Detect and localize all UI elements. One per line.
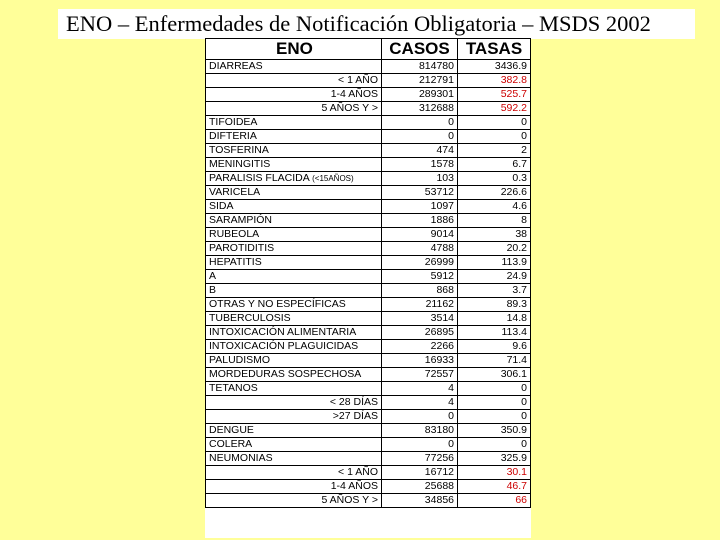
disease-name-cell xyxy=(206,130,382,144)
casos-cell: 16712 xyxy=(382,466,458,480)
disease-name: 1-4 AÑOS xyxy=(330,480,378,492)
tasas-cell: 89.3 xyxy=(458,298,531,312)
disease-name-cell xyxy=(206,158,382,172)
table-row xyxy=(206,438,531,452)
disease-name-cell xyxy=(206,284,382,298)
disease-name: DENGUE xyxy=(209,424,254,436)
disease-name: PAROTIDITIS xyxy=(209,242,275,254)
disease-name: < 1 AÑO xyxy=(338,74,378,86)
tasas-cell: 350.9 xyxy=(458,424,531,438)
header-tasas: TASAS xyxy=(458,39,531,60)
table-row xyxy=(206,102,531,116)
casos-cell: 212791 xyxy=(382,74,458,88)
casos-cell: 83180 xyxy=(382,424,458,438)
disease-name-cell xyxy=(206,270,382,284)
table-row xyxy=(206,480,531,494)
table-body xyxy=(206,60,531,508)
tasas-cell: 0 xyxy=(458,116,531,130)
disease-name-cell xyxy=(206,214,382,228)
table-row xyxy=(206,228,531,242)
disease-name: 5 AÑOS Y > xyxy=(321,102,378,114)
disease-name: B xyxy=(209,284,217,296)
casos-cell: 21162 xyxy=(382,298,458,312)
table-row xyxy=(206,172,531,186)
disease-name: TUBERCULOSIS xyxy=(209,312,291,324)
disease-name-cell xyxy=(206,326,382,340)
disease-name: PALUDISMO xyxy=(209,354,271,366)
disease-name: DIARREAS xyxy=(209,60,263,72)
tasas-cell: 2 xyxy=(458,144,531,158)
table-row xyxy=(206,452,531,466)
disease-name-cell xyxy=(206,396,382,410)
tasas-cell: 20.2 xyxy=(458,242,531,256)
tasas-cell: 71.4 xyxy=(458,354,531,368)
disease-name-cell xyxy=(206,410,382,424)
disease-name-cell xyxy=(206,298,382,312)
disease-name-cell xyxy=(206,172,382,186)
disease-name-cell xyxy=(206,242,382,256)
disease-name-cell xyxy=(206,368,382,382)
table-row xyxy=(206,256,531,270)
casos-cell: 3514 xyxy=(382,312,458,326)
table-row xyxy=(206,410,531,424)
disease-name-cell xyxy=(206,102,382,116)
table-row xyxy=(206,144,531,158)
table-row xyxy=(206,382,531,396)
casos-cell: 289301 xyxy=(382,88,458,102)
tasas-cell: 24.9 xyxy=(458,270,531,284)
disease-name: MENINGITIS xyxy=(209,158,271,170)
table-header-row xyxy=(206,39,531,60)
disease-name-cell xyxy=(206,228,382,242)
casos-cell: 5912 xyxy=(382,270,458,284)
table-row xyxy=(206,312,531,326)
tasas-cell: 113.9 xyxy=(458,256,531,270)
disease-name: NEUMONIAS xyxy=(209,452,273,464)
disease-name-cell xyxy=(206,88,382,102)
disease-name-cell xyxy=(206,382,382,396)
disease-name: SARAMPIÓN xyxy=(209,214,273,226)
casos-cell: 312688 xyxy=(382,102,458,116)
casos-cell: 814780 xyxy=(382,60,458,74)
tasas-cell: 66 xyxy=(458,494,531,508)
casos-cell: 72557 xyxy=(382,368,458,382)
tasas-cell: 382.8 xyxy=(458,74,531,88)
disease-name-cell xyxy=(206,256,382,270)
tasas-cell: 9.6 xyxy=(458,340,531,354)
table-row xyxy=(206,466,531,480)
casos-cell: 4 xyxy=(382,396,458,410)
tasas-cell: 3.7 xyxy=(458,284,531,298)
table-row xyxy=(206,60,531,74)
table-row xyxy=(206,74,531,88)
table-row xyxy=(206,88,531,102)
disease-name-cell xyxy=(206,60,382,74)
disease-name: < 1 AÑO xyxy=(338,466,378,478)
casos-cell: 1097 xyxy=(382,200,458,214)
disease-name-cell xyxy=(206,354,382,368)
disease-name: DIFTERIA xyxy=(209,130,257,142)
table-row xyxy=(206,200,531,214)
tasas-cell: 0 xyxy=(458,382,531,396)
slide-title: ENO – Enfermedades de Notificación Obligatoria – MSDS 2002 xyxy=(58,9,695,39)
casos-cell: 0 xyxy=(382,438,458,452)
tasas-cell: 525.7 xyxy=(458,88,531,102)
tasas-cell: 4.6 xyxy=(458,200,531,214)
disease-name: >27 DÍAS xyxy=(332,410,378,422)
casos-cell: 26895 xyxy=(382,326,458,340)
disease-name: PARALISIS FLACIDA xyxy=(209,172,310,184)
table-row xyxy=(206,340,531,354)
casos-cell: 103 xyxy=(382,172,458,186)
table-row xyxy=(206,396,531,410)
tasas-cell: 6.7 xyxy=(458,158,531,172)
casos-cell: 9014 xyxy=(382,228,458,242)
casos-cell: 1578 xyxy=(382,158,458,172)
tasas-cell: 0 xyxy=(458,410,531,424)
casos-cell: 474 xyxy=(382,144,458,158)
tasas-cell: 0 xyxy=(458,130,531,144)
age-note: (<15AÑOS) xyxy=(312,174,354,183)
disease-name: A xyxy=(209,270,217,282)
casos-cell: 0 xyxy=(382,410,458,424)
casos-cell: 868 xyxy=(382,284,458,298)
casos-cell: 1886 xyxy=(382,214,458,228)
table-row xyxy=(206,270,531,284)
casos-cell: 2266 xyxy=(382,340,458,354)
table-row xyxy=(206,354,531,368)
tasas-cell: 14.8 xyxy=(458,312,531,326)
table-row xyxy=(206,130,531,144)
disease-name: SIDA xyxy=(209,200,234,212)
disease-name-cell xyxy=(206,312,382,326)
table-row xyxy=(206,158,531,172)
tasas-cell: 8 xyxy=(458,214,531,228)
disease-name: INTOXICACIÓN ALIMENTARIA xyxy=(209,326,357,338)
tasas-cell: 38 xyxy=(458,228,531,242)
header-casos: CASOS xyxy=(382,39,458,60)
tasas-cell: 592.2 xyxy=(458,102,531,116)
disease-name: RUBEOLA xyxy=(209,228,260,240)
table-row xyxy=(206,186,531,200)
disease-name-cell xyxy=(206,424,382,438)
tasas-cell: 0 xyxy=(458,438,531,452)
disease-name-cell xyxy=(206,480,382,494)
casos-cell: 0 xyxy=(382,116,458,130)
tasas-cell: 226.6 xyxy=(458,186,531,200)
disease-name-cell xyxy=(206,466,382,480)
tasas-cell: 30.1 xyxy=(458,466,531,480)
table-row xyxy=(206,424,531,438)
casos-cell: 4 xyxy=(382,382,458,396)
casos-cell: 25688 xyxy=(382,480,458,494)
disease-name: 1-4 AÑOS xyxy=(330,88,378,100)
tasas-cell: 0.3 xyxy=(458,172,531,186)
casos-cell: 4788 xyxy=(382,242,458,256)
header-eno: ENO xyxy=(206,39,382,60)
table-row xyxy=(206,116,531,130)
table-row xyxy=(206,368,531,382)
eno-table xyxy=(205,38,531,508)
tasas-cell: 306.1 xyxy=(458,368,531,382)
table-row xyxy=(206,326,531,340)
casos-cell: 26999 xyxy=(382,256,458,270)
tasas-cell: 46.7 xyxy=(458,480,531,494)
casos-cell: 16933 xyxy=(382,354,458,368)
disease-name: TIFOIDEA xyxy=(209,116,258,128)
disease-name: TOSFERINA xyxy=(209,144,269,156)
table-row xyxy=(206,284,531,298)
disease-name: < 28 DÍAS xyxy=(329,396,378,408)
table-row xyxy=(206,298,531,312)
casos-cell: 53712 xyxy=(382,186,458,200)
disease-name-cell xyxy=(206,340,382,354)
table-row xyxy=(206,494,531,508)
disease-name: HEPATITIS xyxy=(209,256,262,268)
table-row xyxy=(206,214,531,228)
disease-name: 5 AÑOS Y > xyxy=(321,494,378,506)
disease-name-cell xyxy=(206,144,382,158)
table-row xyxy=(206,242,531,256)
disease-name-cell xyxy=(206,200,382,214)
disease-name-cell xyxy=(206,452,382,466)
disease-name: MORDEDURAS SOSPECHOSA xyxy=(209,368,362,380)
tasas-cell: 3436.9 xyxy=(458,60,531,74)
tasas-cell: 0 xyxy=(458,396,531,410)
disease-name-cell xyxy=(206,438,382,452)
tasas-cell: 113.4 xyxy=(458,326,531,340)
disease-name: INTOXICACIÓN PLAGUICIDAS xyxy=(209,340,359,352)
disease-name: VARICELA xyxy=(209,186,261,198)
disease-name: COLERA xyxy=(209,438,253,450)
casos-cell: 77256 xyxy=(382,452,458,466)
disease-name-cell xyxy=(206,74,382,88)
casos-cell: 34856 xyxy=(382,494,458,508)
disease-name: TETANOS xyxy=(209,382,258,394)
tasas-cell: 325.9 xyxy=(458,452,531,466)
disease-name: OTRAS Y NO ESPECÍFICAS xyxy=(209,298,346,310)
disease-name-cell xyxy=(206,116,382,130)
disease-name-cell xyxy=(206,494,382,508)
casos-cell: 0 xyxy=(382,130,458,144)
disease-name-cell xyxy=(206,186,382,200)
